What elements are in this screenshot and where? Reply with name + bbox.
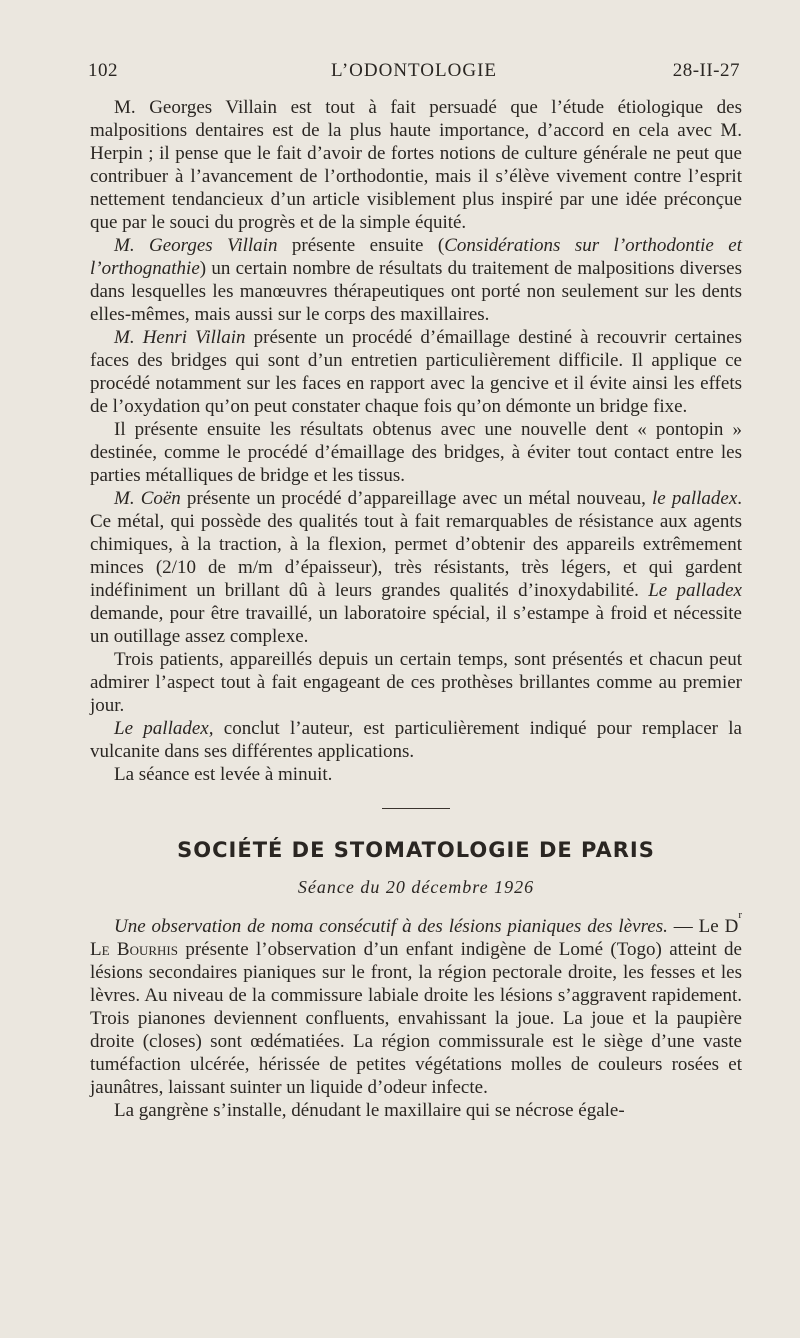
observation-title: Une observation de noma consécutif à des lésions pianiques des lèvres. bbox=[114, 916, 668, 937]
section-heading: SOCIÉTÉ DE STOMATOLOGIE DE PARIS bbox=[177, 838, 655, 862]
paragraph-villain-opinion: M. Georges Villain est tout à fait persuadé que l’étude étiologique des malpositions dentaires est de la plus haute importance, d’accord en cela avec M. Herpin ; il pense que le fait d’avoir de fortes notions de culture générale ne peut que contribuer à l’avancement de l’orthodontie, mais il s’élève vivement contre l’esprit nettement tendancieux d’un article visiblement plus inspiré par une idée préconçue que par le souci du progrès et de la simple équité. bbox=[90, 97, 742, 233]
doctor-superscript: r bbox=[738, 909, 742, 921]
paragraph-coen bbox=[90, 487, 742, 648]
paragraph-noma-observation bbox=[90, 909, 742, 1099]
section-divider bbox=[382, 808, 450, 809]
paragraph-georges-villain bbox=[90, 234, 742, 326]
metal-name: le palladex bbox=[652, 488, 738, 509]
speaker-name: M. Georges Villain bbox=[114, 235, 278, 256]
paragraph-closing: La séance est levée à minuit. bbox=[114, 764, 333, 785]
paragraph-text: ) un certain nombre de résultats du traitement de malpositions diverses dans lesquelles les manœuvres thérapeutiques ont porté non seulement sur les dents elles-mêmes, mais aussi sur le corps des maxillaires. bbox=[90, 258, 742, 325]
running-title: L’ODONTOLOGIE bbox=[330, 60, 498, 81]
paragraph-patients: Trois patients, appareillés depuis un certain temps, sont présentés et chacun peut admirer l’aspect tout à fait engageant de ces prothèses brillantes comme au premier jour. bbox=[90, 649, 742, 716]
paragraph-text: présente un procédé d’émaillage destiné à recouvrir certaines faces des bridges qui sont d’un entretien particulièrement difficile. Il applique ce procédé notamment sur les faces en rapport avec la gencive et il évite ainsi les effets de l’oxydation qu’on peut constater chaque fois qu’on démonte un bridge fixe. bbox=[90, 327, 742, 417]
paragraph-text: demande, pour être travaillé, un laboratoire spécial, il s’estampe à froid et nécessite un outillage assez complexe. bbox=[90, 603, 742, 647]
page-body bbox=[90, 96, 742, 1122]
paragraph-text: présente l’observation d’un enfant indigène de Lomé (Togo) atteint de lésions secondaires pianiques sur le front, la région pectorale droite, les fesses et les lèvres. Au niveau de la commissure labiale droite les lésions s’aggravent rapidement. Trois pianones deviennent confluents, envahissant la joue. La joue et la paupière droite (closes) sont œdématiées. La région commissurale est le siège d’une vaste tuméfaction ulcérée, hérissée de petites végétations molles de couleurs rosées et jaunâtres, laissant suinter un liquide d’odeur infecte. bbox=[90, 939, 742, 1098]
metal-name: Le palladex, bbox=[114, 718, 214, 739]
paragraph-gangrene: La gangrène s’installe, dénudant le maxillaire qui se nécrose égale- bbox=[114, 1100, 625, 1121]
paragraph-conclusion bbox=[90, 717, 742, 763]
session-date: Séance du 20 décembre 1926 bbox=[297, 877, 535, 897]
paragraph-text: . Ce métal, qui possède des qualités tout à fait remarquables de résistance aux agents chimiques, à la traction, à la flexion, permet d’obtenir des appareils extrêmement minces (2/10 de m/m d’épaisseur), très résistants, très légers, et qui gardent indéfiniment un brillant dû à leurs grandes qualités d’inoxydabilité. bbox=[90, 488, 742, 601]
paragraph-text: — Le D bbox=[667, 916, 739, 937]
page-header bbox=[88, 60, 740, 88]
issue-date: 28-II-27 bbox=[672, 60, 740, 81]
paragraph-text: présente un procédé d’appareillage avec un métal nouveau, bbox=[180, 488, 652, 509]
paragraph-text: présente ensuite ( bbox=[277, 235, 445, 256]
page-number: 102 bbox=[88, 60, 118, 81]
metal-name: Le palladex bbox=[648, 580, 742, 601]
paragraph-henri-villain bbox=[90, 326, 742, 418]
speaker-name: M. Coën bbox=[114, 488, 181, 509]
paragraph-text: conclut l’auteur, est particulièrement indiqué pour remplacer la vulcanite dans ses différentes applications. bbox=[90, 718, 742, 762]
speaker-name: M. Henri Villain bbox=[114, 327, 246, 348]
communication-title: Considérations sur l’orthodontie et l’orthognathie bbox=[90, 235, 742, 279]
doctor-name: Le Bourhis bbox=[90, 939, 178, 960]
paragraph-pontopin: Il présente ensuite les résultats obtenus avec une nouvelle dent « pontopin » destinée, comme le procédé d’émaillage des bridges, à éviter tout contact entre les parties métalliques de bridge et les tissus. bbox=[90, 419, 742, 486]
